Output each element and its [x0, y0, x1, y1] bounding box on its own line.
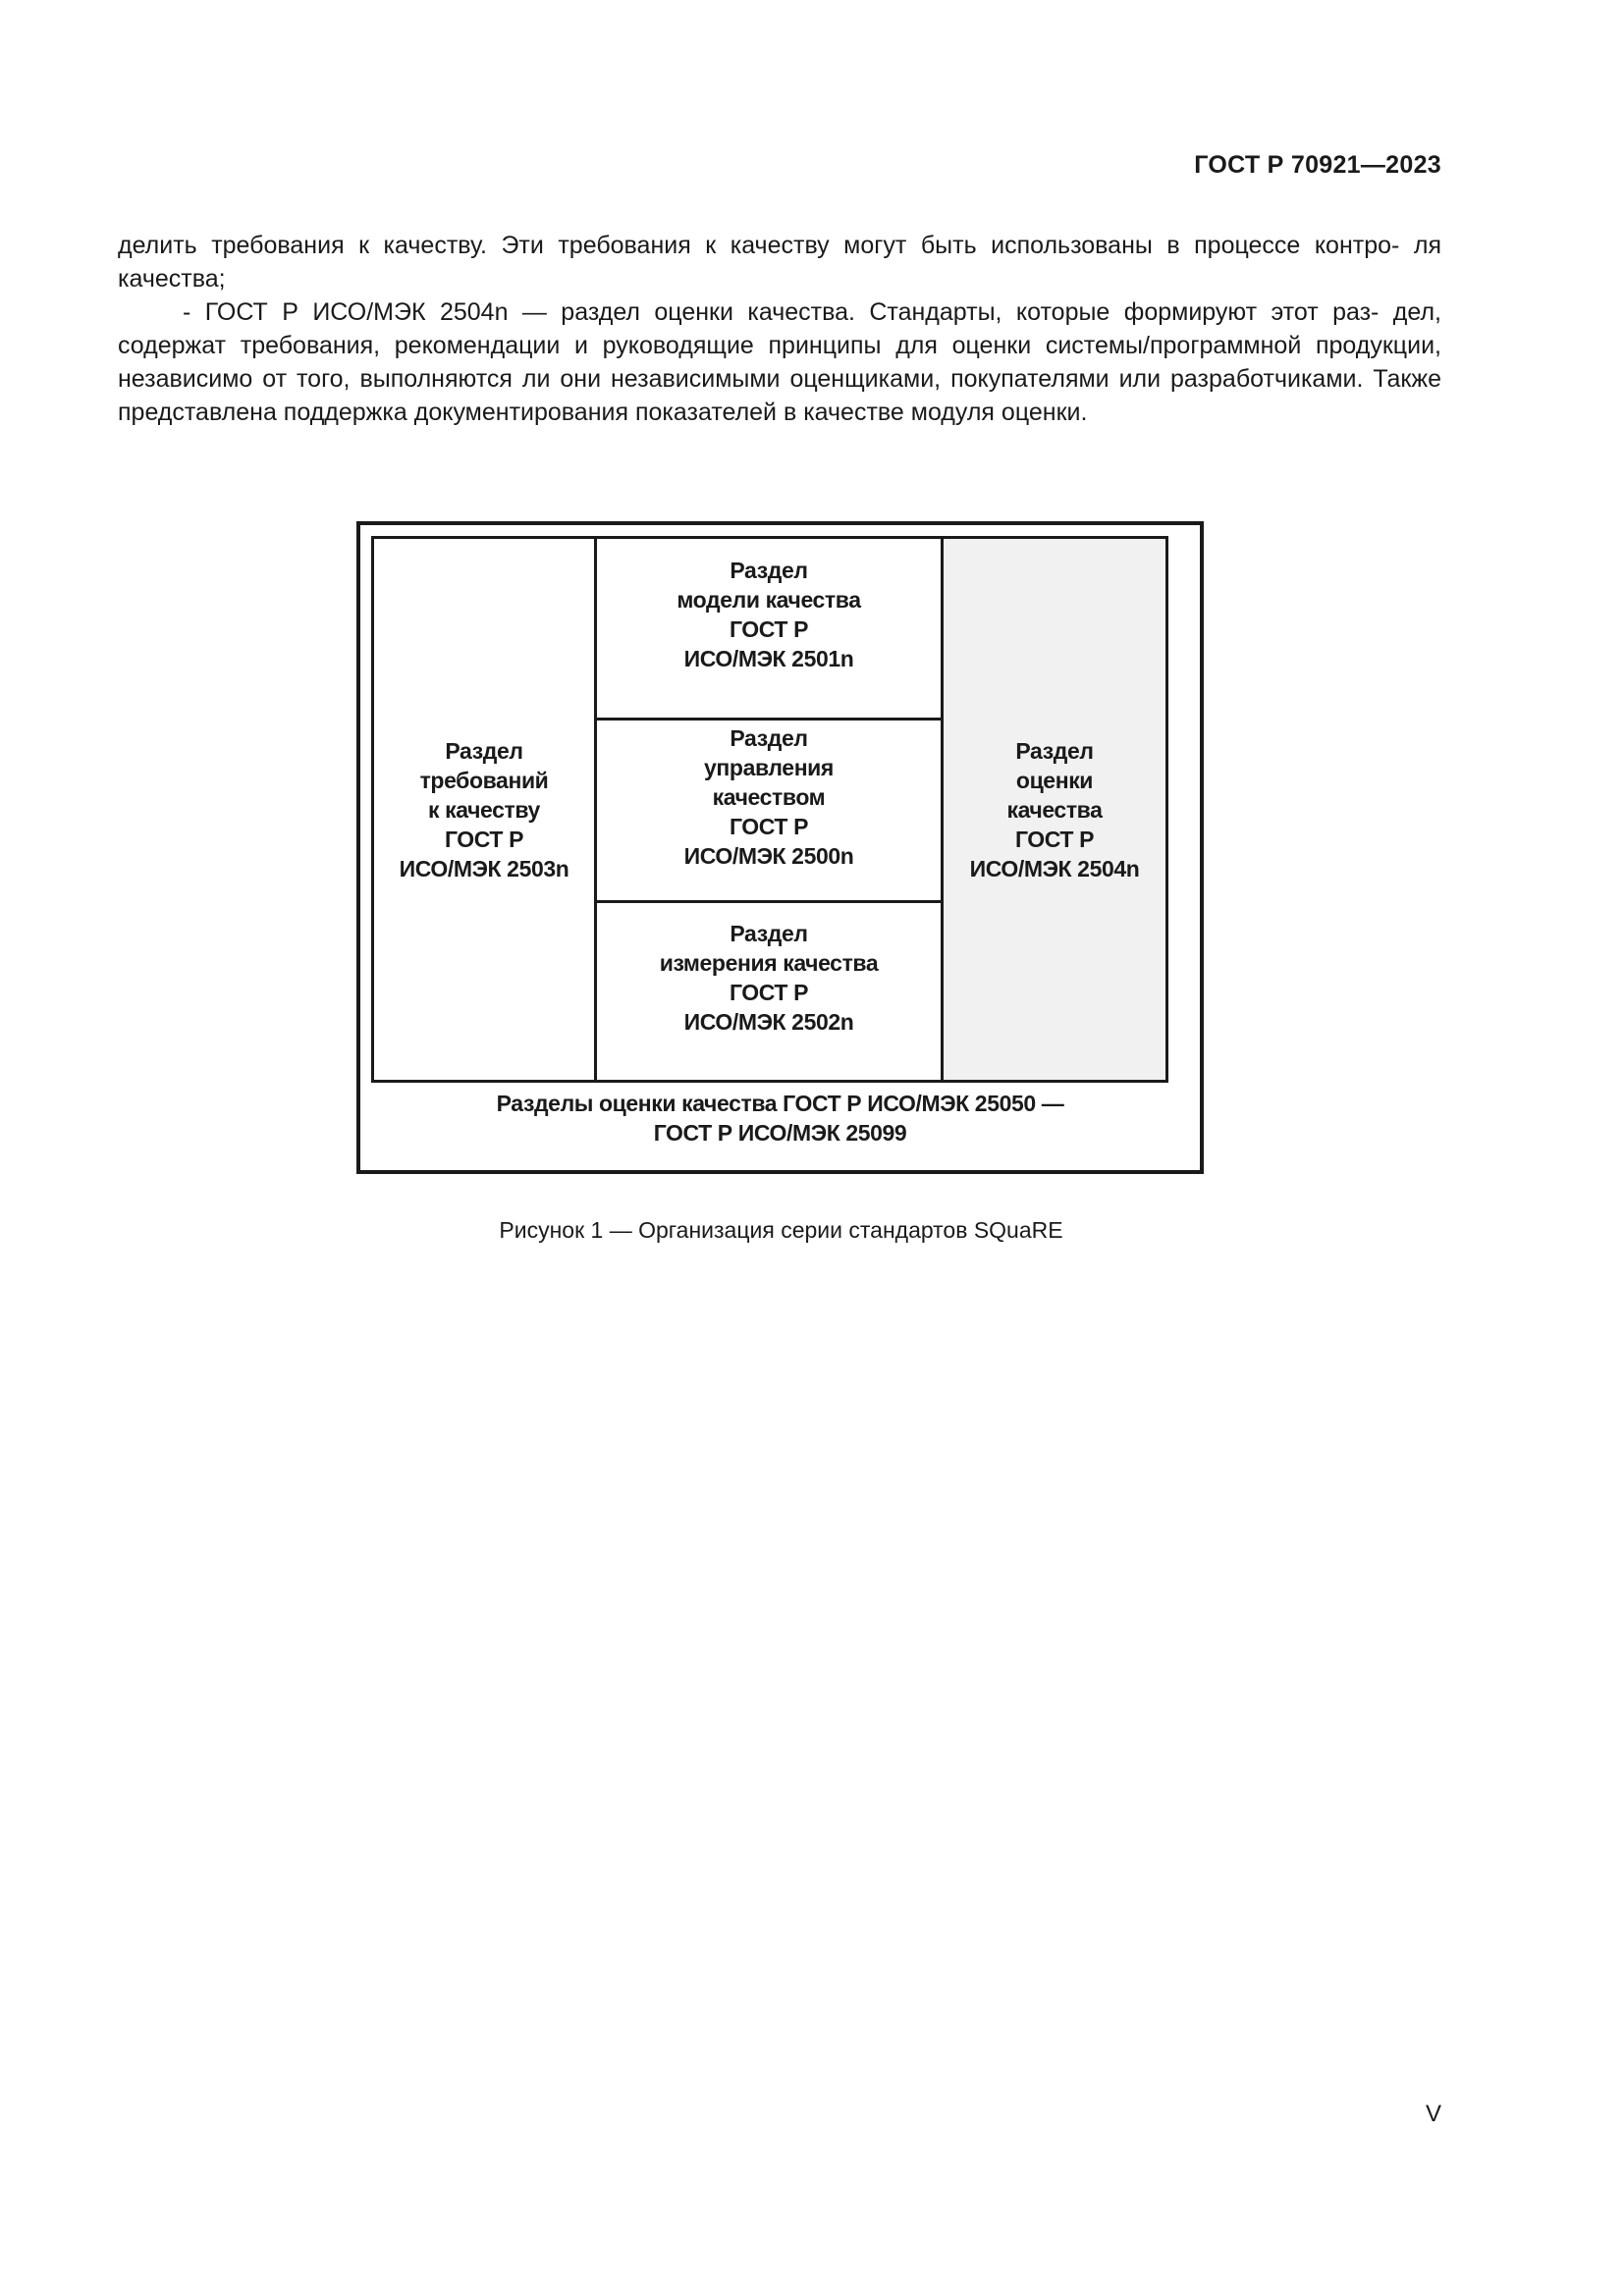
- cell-management-label: Раздел управления качеством ГОСТ Р ИСО/МЭК 2500n: [683, 724, 854, 869]
- list-item-2504n: - ГОСТ Р ИСО/МЭК 2504n — раздел оценки качества. Стандарты, которые формируют этот раз- дел, содержат требования, рекомендации и руководящие принципы для оценки системы/программной продукции, независимо от того, выполняются ли они независимыми оценщиками, покупателями или разработчиками. Также представлена поддержка документирования показателей в качестве модуля оценки.: [118, 298, 1441, 426]
- page-number: V: [1425, 2101, 1441, 2127]
- document-code: ГОСТ Р 70921—2023: [1194, 151, 1441, 179]
- square-series-diagram: [356, 521, 1204, 1174]
- cell-model-label: Раздел модели качества ГОСТ Р ИСО/МЭК 2501n: [677, 558, 861, 671]
- cell-management-division: [594, 718, 944, 903]
- figure-caption: Рисунок 1 — Организация серии стандартов SQuaRE: [499, 1217, 1063, 1243]
- cell-model-division: [594, 536, 944, 721]
- paragraph-continuation: делить требования к качеству. Эти требования к качеству могут быть использованы в процессе контро- ля качества;: [118, 232, 1441, 293]
- diagram-footer-label: Разделы оценки качества ГОСТ Р ИСО/МЭК 25050 — ГОСТ Р ИСО/МЭК 25099: [496, 1091, 1064, 1146]
- cell-requirements-division: Раздел требований к качеству ГОСТ Р ИСО/МЭК 2503n: [371, 536, 597, 1083]
- body-text: [118, 229, 1441, 429]
- cell-measurement-label: Раздел измерения качества ГОСТ Р ИСО/МЭК 2502n: [659, 921, 879, 1035]
- cell-measurement-division: [594, 900, 944, 1083]
- cell-evaluation-division: Раздел оценки качества ГОСТ Р ИСО/МЭК 2504n: [941, 536, 1168, 1083]
